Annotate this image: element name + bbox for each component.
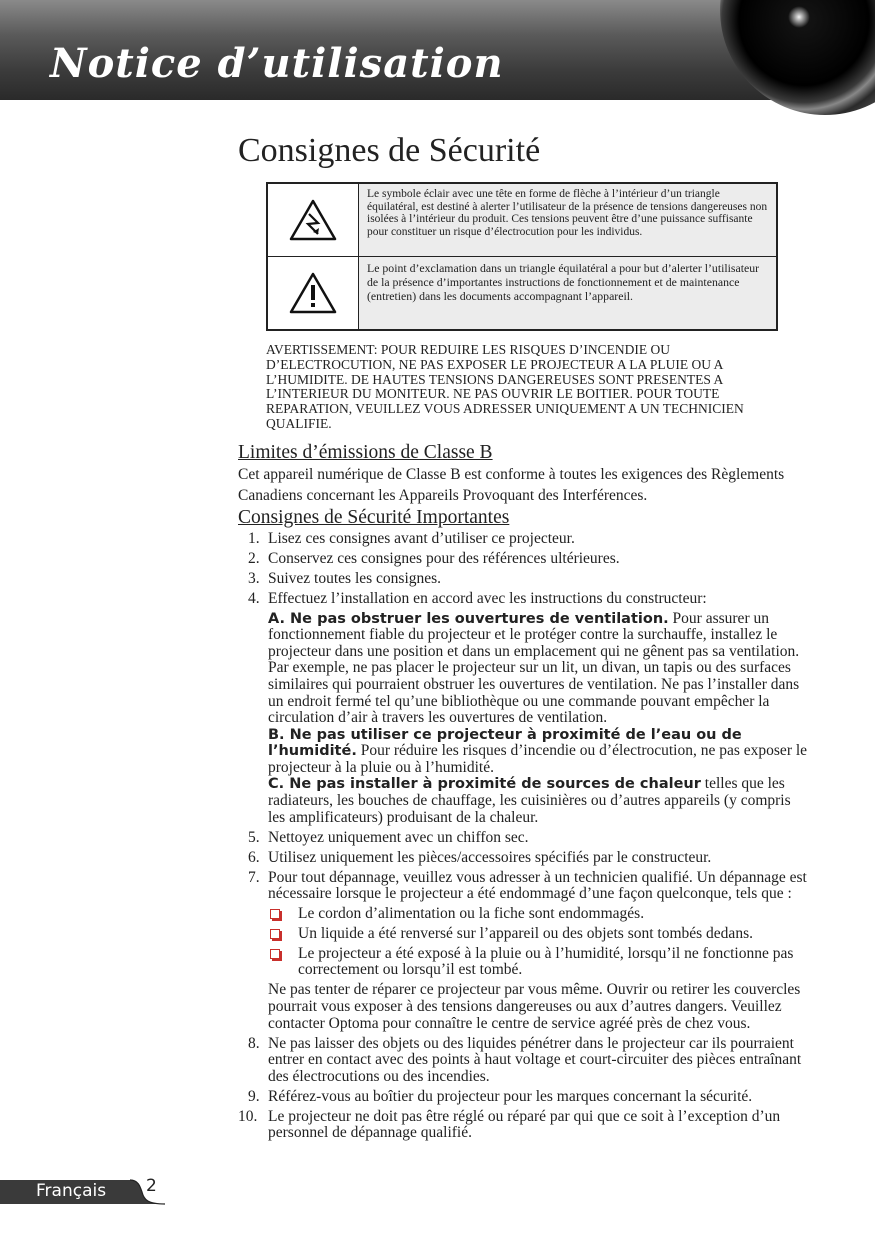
item-number: 5. xyxy=(248,828,260,846)
item-text: Le projecteur ne doit pas être réglé ou réparé par qui que ce soit à l’exception d’un personnel de dépannage qualifié. xyxy=(268,1107,781,1142)
symbol-row xyxy=(267,183,777,257)
item-number: 8. xyxy=(248,1034,260,1052)
item-number: 2. xyxy=(248,549,260,567)
item-text: Nettoyez uniquement avec un chiffon sec. xyxy=(268,828,529,846)
checkbox-bullet-icon xyxy=(270,949,280,959)
checkbox-bullet-icon xyxy=(270,929,280,939)
item-number: 3. xyxy=(248,569,260,587)
page-title: Consignes de Sécurité xyxy=(238,132,541,169)
item-text: Lisez ces consignes avant d’utiliser ce projecteur. xyxy=(268,530,575,547)
sub-item-text: telles que les radiateurs, les bouches de chauffage, les cuisinières ou d’autres appareils (y compris les amplificateurs) produisant de la chaleur. xyxy=(268,775,791,826)
list-item xyxy=(238,1089,808,1106)
symbol-icon-cell xyxy=(267,183,359,257)
class-b-heading: Limites d’émissions de Classe B xyxy=(238,442,493,463)
header-title: Notice d’utilisation xyxy=(50,40,504,87)
bullet-item xyxy=(268,926,808,943)
exclamation-warning-icon xyxy=(288,271,338,315)
page-number: 2 xyxy=(146,1176,157,1196)
footer-language: Français xyxy=(36,1181,107,1201)
list-item xyxy=(238,1109,808,1142)
item-text: Conservez ces consignes pour des références ultérieures. xyxy=(268,549,620,567)
list-item xyxy=(238,571,808,588)
item-number: 7. xyxy=(248,868,260,886)
item-text: Pour tout dépannage, veuillez vous adresser à un technicien qualifié. Un dépannage est nécessaire lorsque le projecteur a été endommagé d’une façon quelconque, tels que : xyxy=(268,868,807,903)
bullet-text: Le cordon d’alimentation ou la fiche sont endommagés. xyxy=(298,904,645,922)
bullet-text: Le projecteur a été exposé à la pluie ou à l’humidité, lorsqu’il ne fonctionne pas correctement ou lorsqu’il est tombé. xyxy=(298,944,794,979)
item-number: 10. xyxy=(238,1107,258,1125)
item-text: Référez-vous au boîtier du projecteur pour les marques concernant la sécurité. xyxy=(268,1087,753,1105)
list-item xyxy=(238,830,808,847)
list-item xyxy=(238,1036,808,1086)
sub-item xyxy=(238,727,808,777)
safety-instructions-list xyxy=(238,531,808,1145)
item-text: Utilisez uniquement les pièces/accessoires spécifiés par le constructeur. xyxy=(268,848,712,866)
checkbox-bullet-icon xyxy=(270,909,280,919)
important-heading: Consignes de Sécurité Importantes xyxy=(238,507,510,528)
bullet-item xyxy=(268,946,808,979)
sub-item xyxy=(238,776,808,826)
sub-item-lead: A. Ne pas obstruer les ouvertures de ventilation. xyxy=(268,610,669,627)
sub-item-lead: B. Ne pas utiliser ce projecteur à proximité de l’eau ou de l’humidité. xyxy=(268,726,742,760)
symbol-icon-cell xyxy=(267,257,359,331)
list-item xyxy=(238,870,808,1033)
symbol-row xyxy=(267,257,777,331)
list-item xyxy=(238,850,808,867)
safety-symbols-table xyxy=(266,182,778,331)
sub-item-lead: C. Ne pas installer à proximité de sources de chaleur xyxy=(268,776,701,793)
item-7-note: Ne pas tenter de réparer ce projecteur par vous même. Ouvrir ou retirer les couvercles pourrait vous exposer à des tensions dangereuses ou aux d’autres dangers. Veuillez contacter Optoma pour connaître le centre de service agréé près de chez vous. xyxy=(268,981,801,1032)
sub-item xyxy=(238,611,808,727)
item-text: Effectuez l’installation en accord avec les instructions du constructeur: xyxy=(268,589,707,607)
class-b-text: Cet appareil numérique de Classe B est conforme à toutes les exigences des Règlements Canadiens concernant les Appareils Provoquant des Interférences. xyxy=(238,466,785,504)
sub-item-text: Pour assurer un fonctionnement fiable du projecteur et le protéger contre la surchauffe, installez le projecteur dans une position et dans un emplacement qui ne gênent pas sa ventilation. Par exemple, ne pas placer le projecteur sur un lit, un divan, un tapis ou des surfaces similaires qui pourraient obstruer les ouvertures de ventilation. Ne pas l’installer dans un endroit fermé tel qu’une bibliothèque ou une commande pouvant empêcher la circulation d’air à travers les ouvertures de ventilation. xyxy=(268,609,800,727)
bullet-text: Un liquide a été renversé sur l’appareil ou des objets sont tombés dedans. xyxy=(298,924,753,942)
item-number: 1. xyxy=(248,530,260,547)
warning-text: AVERTISSEMENT: POUR REDUIRE LES RISQUES D’INCENDIE OU D’ELECTROCUTION, NE PAS EXPOSER LE PROJECTEUR A LA PLUIE OU A L’HUMIDITE. DE HAUTES TENSIONS DANGEREUSES SONT PRESENTES A L’INTERIEUR DU MONITEUR. NE PAS OUVRIR LE BOITIER. POUR TOUTE REPARATION, VEUILLEZ VOUS ADRESSER UNIQUEMENT A UN TECHNICIEN QUALIFIE. xyxy=(266,342,744,431)
lightning-warning-icon xyxy=(288,198,338,242)
item-number: 4. xyxy=(248,589,260,607)
symbol-description: Le point d’exclamation dans un triangle équilatéral a pour but d’alerter l’utilisateur de la présence d’importantes instructions de fonctionnement et de maintenance (entretien) dans les documents accompagnant l’appareil. xyxy=(359,257,778,331)
item-number: 9. xyxy=(248,1087,260,1105)
item-number: 6. xyxy=(248,848,260,866)
symbol-description: Le symbole éclair avec une tête en forme de flèche à l’intérieur d’un triangle équilatéral, est destiné à alerter l’utilisateur de la présence de tensions dangereuses non isolées à l’intérieur du produit. Ces tensions peuvent être d’une puissance suffisante pour constituer un risque d’électrocution pour les individus. xyxy=(359,183,778,257)
lens-glint xyxy=(788,6,810,28)
list-item xyxy=(238,531,808,548)
item-text: Ne pas laisser des objets ou des liquides pénétrer dans le projecteur car ils pourraient entrer en contact avec des points à haut voltage et court-circuiter des pièces entraînant des électrocutions ou des incendies. xyxy=(268,1034,802,1085)
sub-item-text: Pour réduire les risques d’incendie ou d’électrocution, ne pas exposer le projecteur à la pluie ou à l’humidité. xyxy=(268,742,808,776)
item-text: Suivez toutes les consignes. xyxy=(268,569,442,587)
list-item xyxy=(238,591,808,826)
bullet-item xyxy=(268,906,808,923)
list-item xyxy=(238,551,808,568)
